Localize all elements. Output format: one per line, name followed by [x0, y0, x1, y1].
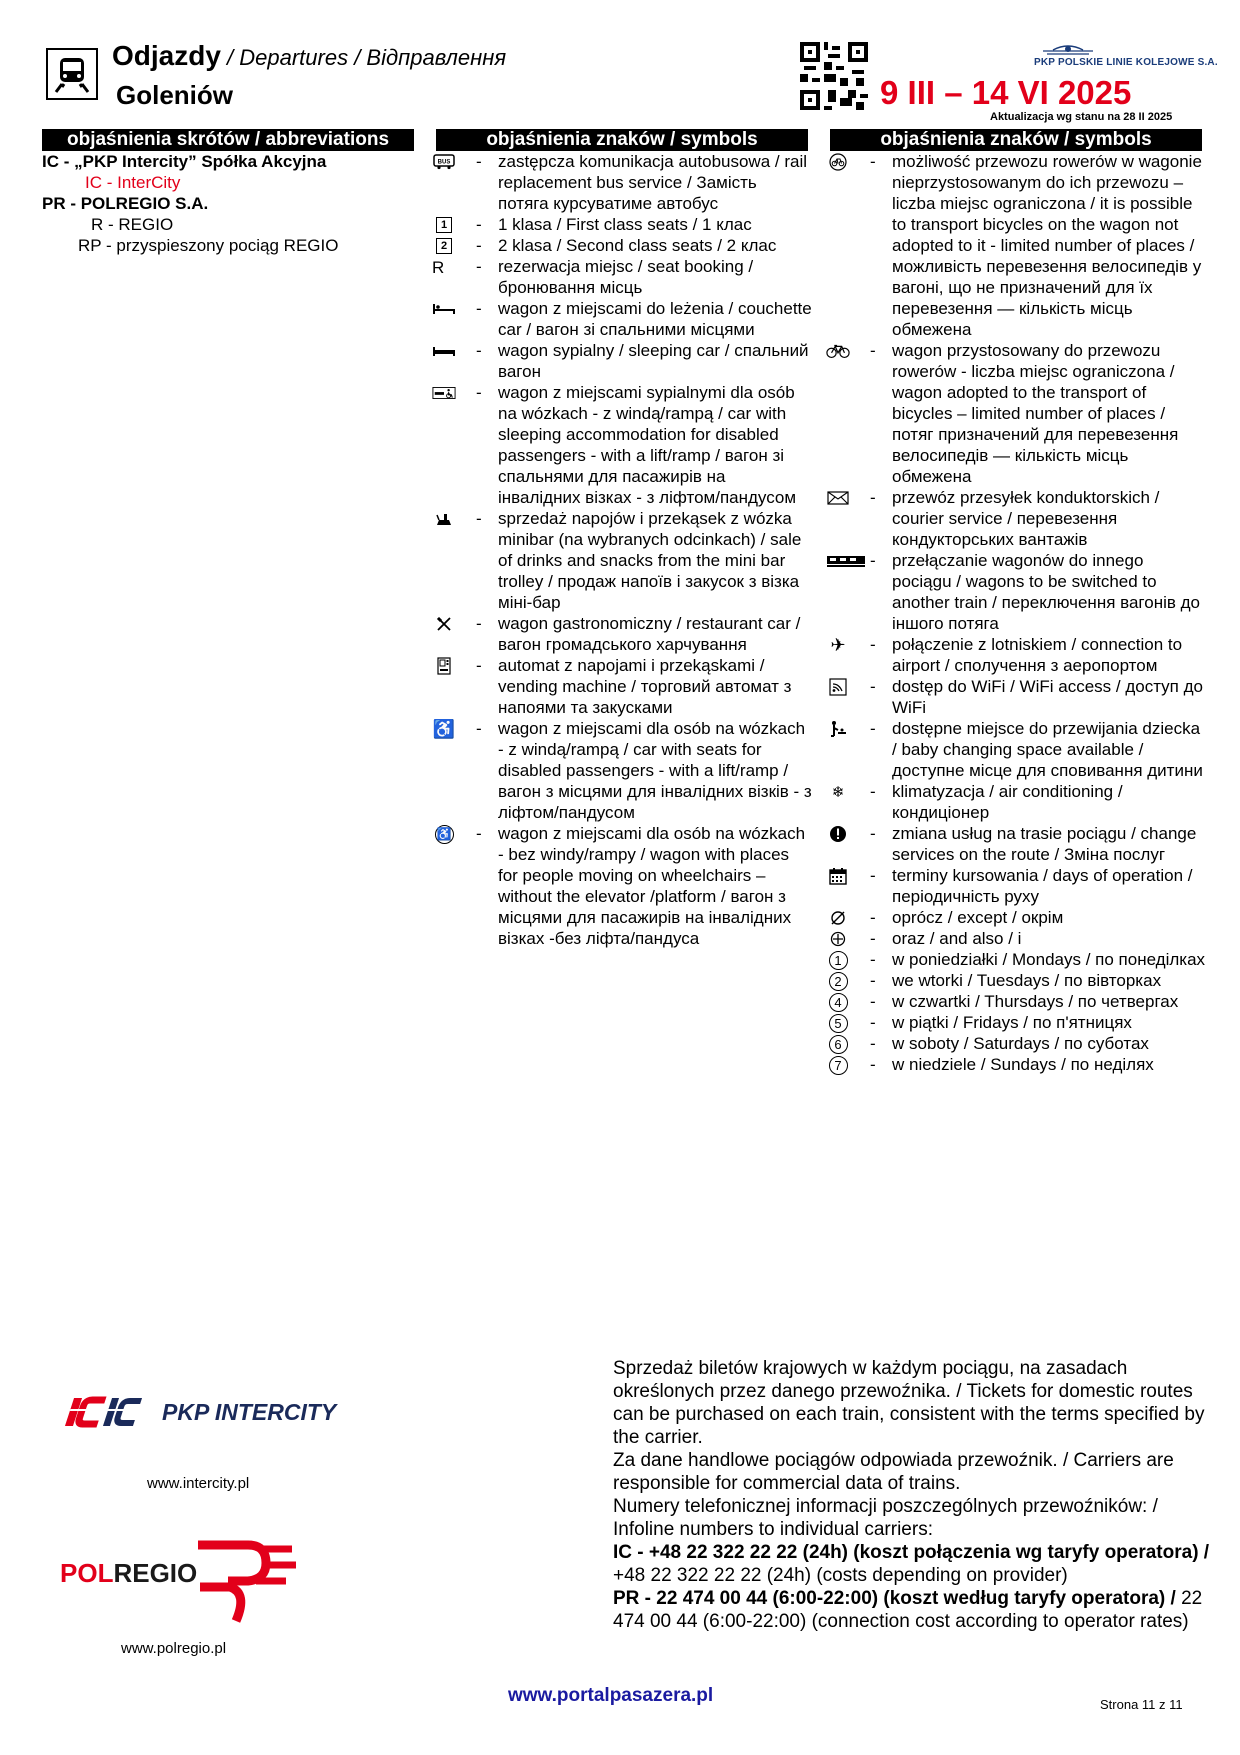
first-class-icon — [432, 216, 456, 234]
intercity-logo-text: PKP INTERCITY — [162, 1399, 337, 1425]
symbol-row — [826, 949, 1206, 970]
dash: - — [870, 992, 876, 1011]
symbol-text: w soboty / Saturdays / по суботах — [892, 1034, 1149, 1053]
dash: - — [476, 719, 482, 738]
symbol-text: wagon z miejscami dla osób na wózkach - bez windy/rampy / wagon with places for people moving on wheelchairs – without the elevator /platform / вагон з місцями для пасажирів на інвалідних візках -без ліфта/пандуса — [498, 824, 806, 948]
symbol-row — [432, 235, 812, 256]
second-class-icon — [432, 237, 456, 255]
dash: - — [870, 152, 876, 171]
symbol-row — [432, 256, 812, 298]
polregio-logo-text-1: POL — [60, 1558, 114, 1588]
monday-glyph: 1 — [829, 951, 848, 970]
intercity-logo — [62, 1392, 342, 1437]
symbol-row — [826, 1012, 1206, 1033]
reservation-icon: R — [432, 257, 445, 277]
dash: - — [870, 719, 876, 738]
symbol-row — [432, 382, 812, 508]
symbol-text: wagon z miejscami dla osób na wózkach - z windą/rampą / car with seats for disabled passengers - with a lift/ramp / вагон з місцями для інвалідних візків - з ліфтом/пандусом — [498, 719, 812, 822]
symbol-row — [432, 823, 812, 949]
info-paragraph-3: Numery telefonicznej informacji poszczególnych przewoźników: / Infoline numbers to individual carriers: — [613, 1496, 1158, 1540]
dash: - — [476, 299, 482, 318]
dash: - — [870, 824, 876, 843]
sunday-icon — [826, 1056, 850, 1074]
symbol-row — [432, 613, 812, 655]
symbol-text: we wtorki / Tuesdays / по вівторках — [892, 971, 1162, 990]
dash: - — [870, 1034, 876, 1053]
symbol-text: klimatyzacja / air conditioning / кондиціонер — [892, 782, 1123, 822]
saturday-glyph: 6 — [829, 1035, 848, 1054]
symbol-text: wagon gastronomiczny / restaurant car / вагон громадського харчування — [498, 614, 801, 654]
dash: - — [870, 908, 876, 927]
monday-icon — [826, 951, 850, 969]
symbol-text: sprzedaż napojów i przekąsek z wózka minibar (na wybranych odcinkach) / sale of drinks and snacks from the mini bar trolley / продаж напоїв і закусок з візка міні-бар — [498, 509, 802, 612]
second-class-glyph: 2 — [436, 238, 452, 254]
symbol-row — [432, 508, 812, 613]
baby-changing-icon — [826, 720, 850, 738]
symbol-row — [826, 1033, 1206, 1054]
symbol-text: przełączanie wagonów do innego pociągu / wagons to be switched to another train / переключення вагонів до іншого потяга — [892, 551, 1201, 633]
abbreviations-list — [42, 151, 338, 256]
wheelchair-icon: ♿ — [432, 718, 456, 739]
validity-period: 9 III – 14 VI 2025 — [880, 74, 1132, 111]
tuesday-glyph: 2 — [829, 972, 848, 991]
ic-phone-info — [613, 1541, 1213, 1587]
symbol-text: połączenie z lotniskiem / connection to airport / сполучення з аеропортом — [892, 635, 1183, 675]
exclamation-icon — [826, 825, 850, 843]
portal-link[interactable]: www.portalpasazera.pl — [508, 1685, 714, 1706]
symbol-row — [826, 634, 1206, 676]
accessible-sleeper-icon — [432, 384, 456, 402]
snowflake-icon: ❄ — [831, 783, 845, 801]
abbr-pr-company: PR - POLREGIO S.A. — [42, 194, 209, 213]
symbol-text: zastępcza komunikacja autobusowa / rail replacement bus service / Замість потяга курсуватиме автобус — [498, 152, 807, 213]
symbol-row — [826, 487, 1206, 550]
bus-icon — [432, 153, 456, 171]
wagon-switch-icon — [826, 552, 866, 570]
symbol-row — [432, 655, 812, 718]
dash: - — [870, 971, 876, 990]
dash: - — [870, 635, 876, 654]
dash: - — [870, 950, 876, 969]
abbreviations-header: objaśnienia skrótów / abbreviations — [42, 129, 414, 151]
symbol-row — [826, 718, 1206, 781]
symbol-row — [432, 340, 812, 382]
dash: - — [870, 488, 876, 507]
dash: - — [476, 236, 482, 255]
friday-glyph: 5 — [829, 1014, 848, 1033]
symbol-text: wagon z miejscami do leżenia / couchette car / вагон зі спальними місцями — [498, 299, 812, 339]
except-icon — [826, 909, 850, 927]
update-note: Aktualizacja wg stanu na 28 II 2025 — [990, 111, 1173, 123]
symbol-row — [826, 823, 1206, 865]
plus-circle-icon — [826, 930, 850, 948]
symbols-header-1: objaśnienia znaków / symbols — [436, 129, 808, 151]
symbol-row — [826, 676, 1206, 718]
polregio-logo — [60, 1535, 300, 1630]
polregio-link[interactable]: www.polregio.pl — [121, 1640, 227, 1657]
thursday-glyph: 4 — [829, 993, 848, 1012]
dash: - — [870, 782, 876, 801]
minibar-icon — [432, 510, 456, 528]
sunday-glyph: 7 — [829, 1056, 848, 1075]
symbol-text: terminy kursowania / days of operation / періодичність руху — [892, 866, 1193, 906]
restaurant-icon — [432, 615, 456, 633]
dash: - — [870, 341, 876, 360]
symbol-row — [432, 151, 812, 214]
tuesday-icon — [826, 972, 850, 990]
dash: - — [870, 1013, 876, 1032]
airplane-icon: ✈ — [830, 634, 846, 655]
calendar-icon — [826, 867, 850, 885]
plk-logo-icon — [1033, 42, 1103, 58]
dash: - — [870, 677, 876, 696]
plk-logo-text: PKP POLSKIE LINIE KOLEJOWE S.A. — [1034, 57, 1218, 68]
dash: - — [476, 341, 482, 360]
symbol-text: w czwartki / Thursdays / по четвергах — [892, 992, 1179, 1011]
pr-phone-bold: PR - 22 474 00 44 (6:00-22:00) (koszt według taryfy operatora) / — [613, 1588, 1182, 1609]
dash: - — [476, 215, 482, 234]
symbol-row — [432, 298, 812, 340]
symbol-text: wagon sypialny / sleeping car / спальний вагон — [498, 341, 809, 381]
symbol-text: w niedziele / Sundays / по неділях — [892, 1055, 1154, 1074]
symbol-text: automat z napojami i przekąskami / vending machine / торговий автомат з напоями та закусками — [498, 656, 792, 717]
symbol-text: w poniedziałki / Mondays / по понеділках — [892, 950, 1206, 969]
abbr-r: R - REGIO — [91, 215, 174, 234]
polregio-logo-text — [60, 1558, 197, 1588]
symbol-text: dostępne miejsce do przewijania dziecka / baby changing space available / доступне місце для сповивання дитини — [892, 719, 1203, 780]
symbols-list-left — [432, 151, 812, 949]
dash: - — [476, 152, 482, 171]
sleeping-car-icon — [432, 342, 456, 360]
symbol-text: oprócz / except / окрім — [892, 908, 1064, 927]
symbol-row — [826, 1054, 1206, 1075]
symbol-row — [826, 781, 1206, 823]
dash: - — [476, 383, 482, 402]
bicycle-icon — [826, 342, 850, 360]
dash: - — [476, 509, 482, 528]
thursday-icon — [826, 993, 850, 1011]
symbol-row — [826, 550, 1206, 634]
intercity-link[interactable]: www.intercity.pl — [147, 1475, 250, 1492]
ic-phone-bold: IC - +48 22 322 22 22 (24h) (koszt połączenia wg taryfy operatora) / — [613, 1542, 1210, 1563]
first-class-glyph: 1 — [436, 217, 452, 233]
symbol-text: w piątki / Fridays / по п'ятницях — [892, 1013, 1132, 1032]
symbol-row — [432, 214, 812, 235]
polregio-logo-text-2: REGIO — [113, 1558, 198, 1588]
pr-phone-info — [613, 1587, 1213, 1633]
symbol-row — [826, 928, 1206, 949]
symbol-row — [826, 970, 1206, 991]
svg-text:BUS: BUS — [437, 159, 451, 166]
symbol-row — [826, 907, 1206, 928]
dash: - — [476, 614, 482, 633]
dash: - — [476, 824, 482, 843]
symbol-text: 2 klasa / Second class seats / 2 клас — [498, 236, 777, 255]
abbr-rp: RP - przyspieszony pociąg REGIO — [78, 236, 339, 255]
abbr-ic: IC - InterCity — [85, 173, 181, 192]
symbol-row — [826, 865, 1206, 907]
qr-code[interactable] — [800, 42, 868, 110]
info-paragraph-2: Za dane handlowe pociągów odpowiada przewoźnik. / Carriers are responsible for commercial data of trains. — [613, 1450, 1174, 1494]
dash: - — [870, 1055, 876, 1074]
symbol-text: dostęp do WiFi / WiFi access / доступ до WiFi — [892, 677, 1203, 717]
symbol-text: wagon przystosowany do przewozu rowerów - liczba miejsc ograniczona / wagon adopted to the transport of bicycles – limited number of places / потяг призначений для перевезення велосипедів — кількість місць обмежена — [892, 341, 1179, 486]
symbol-text: zmiana usług na trasie pociągu / change services on the route / Зміна послуг — [892, 824, 1197, 864]
title-translations: / Departures / Відправлення — [220, 45, 507, 70]
wifi-icon — [826, 678, 850, 696]
dash: - — [870, 551, 876, 570]
dash: - — [870, 929, 876, 948]
ticket-info — [613, 1357, 1213, 1633]
symbol-text: rezerwacja miejsc / seat booking / бронювання місць — [498, 257, 754, 297]
wheelchair-circle-icon: ♿ — [432, 825, 456, 843]
symbol-row — [826, 340, 1206, 487]
symbol-text: przewóz przesyłek konduktorskich / courier service / перевезення кондукторських вантажів — [892, 488, 1160, 549]
bicycle-circle-icon — [826, 153, 850, 171]
symbol-row — [432, 718, 812, 823]
title-main: Odjazdy — [112, 40, 221, 71]
couchette-icon — [432, 300, 456, 318]
dash: - — [476, 257, 482, 276]
symbol-text: 1 klasa / First class seats / 1 клас — [498, 215, 752, 234]
abbr-ic-company: IC - „PKP Intercity” Spółka Akcyjna — [42, 152, 327, 171]
symbol-text: wagon z miejscami sypialnymi dla osób na wózkach - z windą/rampą / car with sleeping accommodation for disabled passengers - with a lift/ramp / вагон зі спальнями для пасажирів на інвалідних візках - з ліфтом/пандусом — [498, 383, 797, 507]
station-name: Goleniów — [116, 80, 233, 110]
dash: - — [476, 656, 482, 675]
pr-phone-rest: 22 474 00 44 (6:00-22:00) (connection cost according to operator rates) — [613, 1588, 1203, 1632]
page-number: Strona 11 z 11 — [1100, 1697, 1183, 1712]
symbols-list-right — [826, 151, 1206, 1075]
symbols-header-2: objaśnienia znaków / symbols — [830, 129, 1202, 151]
envelope-icon — [826, 489, 850, 507]
vending-machine-icon — [432, 657, 456, 675]
symbol-row — [826, 991, 1206, 1012]
page-title — [112, 40, 506, 72]
train-icon — [46, 48, 98, 100]
saturday-icon — [826, 1035, 850, 1053]
symbol-text: możliwość przewozu rowerów w wagonie nieprzystosowanym do ich przewozu – liczba miejsc ograniczona / it is possible to transport bicycles on the wagon not adopted to it - limited number of places / можливість перевезення велосипедів у вагоні, що не призначений для їх перевезення — кількість місць обмежена — [892, 152, 1202, 339]
info-paragraph-1: Sprzedaż biletów krajowych w każdym pociągu, na zasadach określonych przez danego przewoźnika. / Tickets for domestic routes can be purchased on each train, consistent with the terms specified by the carrier. — [613, 1358, 1205, 1448]
symbol-text: oraz / and also / і — [892, 929, 1022, 948]
friday-icon — [826, 1014, 850, 1032]
ic-phone-rest: +48 22 322 22 22 (24h) (costs depending on provider) — [613, 1565, 1068, 1586]
symbol-row — [826, 151, 1206, 340]
dash: - — [870, 866, 876, 885]
